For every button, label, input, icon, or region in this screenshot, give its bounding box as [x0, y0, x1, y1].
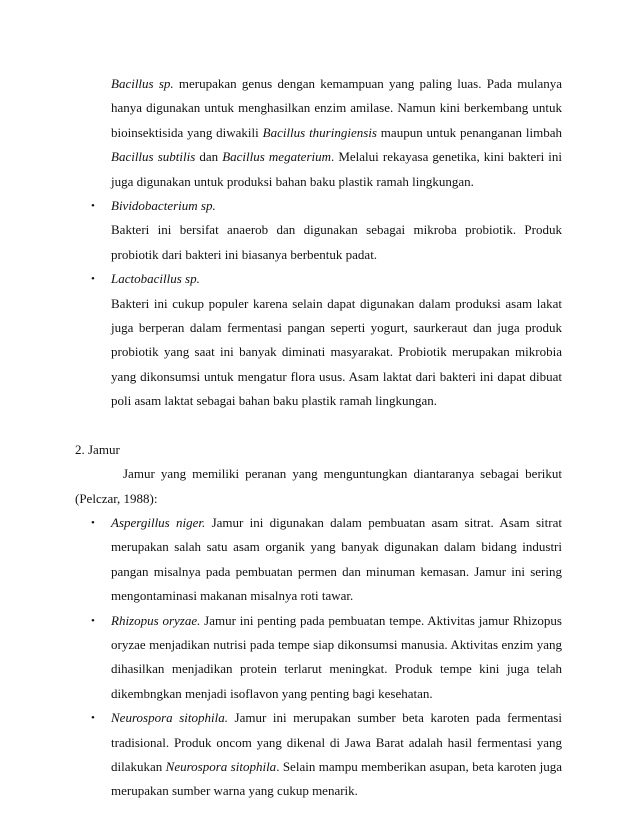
- section-heading-jamur: 2. Jamur: [75, 441, 120, 457]
- bifido-title: Bividobacterium sp.: [111, 198, 216, 214]
- lacto-title: Lactobacillus sp.: [111, 271, 200, 287]
- bifido-text: Bakteri ini bersifat anaerob dan digunakan sebagai mikroba probiotik. Produk probiotik dari bakteri ini biasanya berbentuk padat.: [111, 222, 562, 262]
- bifido-item: [75, 194, 562, 267]
- bullet-icon: •: [91, 712, 95, 725]
- aspergillus-item: • Aspergillus niger. Jamur ini digunakan dalam pembuatan asam sitrat. Asam sitrat merupakan salah satu asam organik yang banyak digunakan dalam bidang industri pangan misalnya pada pembuatan permen dan minuman kemasan. Jamur ini sering mengontaminasi makanan misalnya roti tawar.: [75, 511, 562, 609]
- lacto-item: [75, 267, 562, 413]
- bacillus-paragraph: Bacillus sp. merupakan genus dengan kemampuan yang paling luas. Pada mulanya hanya digunakan untuk menghasilkan enzim amilase. Namun kini berkembang untuk bioinsektisida yang diwakili Bacillus thuringiensis maupun untuk penanganan limbah Bacillus subtilis dan Bacillus megaterium. Melalui rekayasa genetika, kini bakteri ini juga digunakan untuk produksi bahan baku plastik ramah lingkungan.: [111, 76, 563, 189]
- neurospora-item: • Neurospora sitophila. Jamur ini merupakan sumber beta karoten pada fermentasi tradisional. Produk oncom yang dikenal di Jawa Barat adalah hasil fermentasi yang dilakukan Neurospora sitophila. Selain mampu memberikan asupan, beta karoten juga merupakan sumber warna yang cukup menarik.: [75, 706, 562, 804]
- bullet-icon: •: [91, 200, 95, 213]
- bacillus-term: Bacillus sp.: [111, 76, 174, 91]
- lacto-text: Bakteri ini cukup populer karena selain dapat digunakan dalam produksi asam lakat juga berperan dalam fermentasi pangan seperti yogurt, saurkeraut dan juga produk probiotik yang saat ini banyak diminati masyarakat. Probiotik merupakan mikrobia yang dikonsumsi untuk mengatur flora usus. Asam laktat dari bakteri ini dapat dibuat poli asam laktat sebagai bahan baku plastik ramah lingkungan.: [111, 295, 562, 409]
- rhizopus-item: • Rhizopus oryzae. Jamur ini penting pada pembuatan tempe. Aktivitas jamur Rhizopus oryzae menjadikan nutrisi pada tempe siap dikonsumsi manusia. Aktivitas enzim yang dihasilkan menjadikan protein terlarut meningkat. Produk tempe kini juga telah dikembngkan menjadi isoflavon yang penting bagi kesehatan.: [75, 609, 562, 707]
- aspergillus-term: Aspergillus niger.: [111, 514, 206, 530]
- rhizopus-term: Rhizopus oryzae.: [111, 612, 201, 628]
- bullet-icon: •: [91, 273, 95, 286]
- jamur-intro: Jamur yang memiliki peranan yang menguntungkan diantaranya sebagai berikut (Pelczar, 1988):: [75, 466, 562, 506]
- bullet-icon: •: [91, 516, 95, 529]
- bullet-icon: •: [91, 614, 95, 627]
- neurospora-term: Neurospora sitophila.: [111, 710, 228, 726]
